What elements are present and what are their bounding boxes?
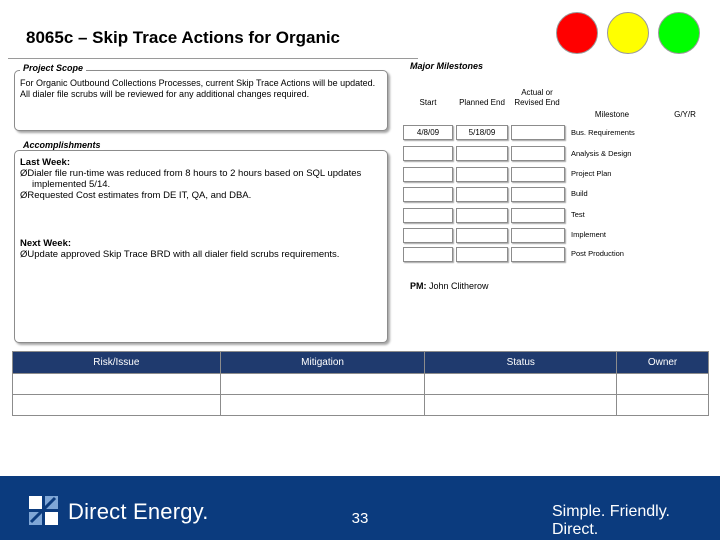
milestone-start-cell bbox=[403, 247, 453, 262]
col-header-milestone: Milestone bbox=[594, 110, 630, 119]
milestone-planned-end-cell bbox=[456, 146, 508, 161]
status-light-green bbox=[658, 12, 700, 54]
milestone-actual-end-cell bbox=[511, 187, 565, 202]
milestone-actual-end-cell bbox=[511, 146, 565, 161]
milestone-planned-end-cell bbox=[456, 187, 508, 202]
pm-label: PM: bbox=[410, 281, 427, 291]
milestone-start-cell bbox=[403, 167, 453, 182]
milestone-actual-end-cell bbox=[511, 247, 565, 262]
table-cell bbox=[13, 374, 221, 395]
milestone-planned-end-cell bbox=[456, 208, 508, 223]
major-milestones-label: Major Milestones bbox=[410, 61, 484, 71]
last-week-item: ØRequested Cost estimates from DE IT, QA, and DBA. bbox=[20, 190, 252, 201]
risk-issue-table bbox=[12, 351, 709, 416]
footer-bar bbox=[0, 476, 720, 540]
project-scope-text: For Organic Outbound Collections Processes, current Skip Trace Actions will be updated. All dialer file scrubs will be reviewed for any additional changes required. bbox=[20, 78, 376, 99]
table-row bbox=[13, 395, 709, 416]
milestone-name: Analysis & Design bbox=[571, 149, 632, 158]
project-manager bbox=[410, 281, 489, 291]
col-header-status: Status bbox=[425, 352, 617, 374]
milestone-planned-end-cell bbox=[456, 167, 508, 182]
last-week-item: ØDialer file run-time was reduced from 8 hours to 2 hours based on SQL updates implemented 5/14. bbox=[20, 168, 362, 190]
table-cell bbox=[617, 374, 709, 395]
page-number: 33 bbox=[351, 510, 369, 527]
milestone-start-cell bbox=[403, 208, 453, 223]
milestone-planned-end-cell: 5/18/09 bbox=[456, 125, 508, 140]
col-header-risk-issue: Risk/Issue bbox=[13, 352, 221, 374]
milestone-name: Build bbox=[571, 189, 588, 198]
table-cell bbox=[425, 395, 617, 416]
logo-text: Direct Energy. bbox=[68, 499, 209, 524]
page-title: 8065c – Skip Trace Actions for Organic bbox=[26, 28, 341, 47]
next-week-label: Next Week: bbox=[20, 238, 72, 249]
title-divider bbox=[8, 58, 418, 59]
accomplishments-label: Accomplishments bbox=[20, 140, 104, 150]
last-week-label: Last Week: bbox=[20, 157, 70, 168]
milestone-actual-end-cell bbox=[511, 228, 565, 243]
col-header-actual-end: Actual or Revised End bbox=[514, 88, 560, 107]
table-cell bbox=[220, 395, 425, 416]
table-cell bbox=[617, 395, 709, 416]
last-week-section bbox=[20, 157, 380, 201]
milestone-start-cell: 4/8/09 bbox=[403, 125, 453, 140]
status-light-yellow bbox=[607, 12, 649, 54]
milestone-start-cell bbox=[403, 228, 453, 243]
milestone-actual-end-cell bbox=[511, 167, 565, 182]
milestone-planned-end-cell bbox=[456, 228, 508, 243]
table-cell bbox=[220, 374, 425, 395]
milestone-name: Project Plan bbox=[571, 169, 612, 178]
col-header-planned-end: Planned End bbox=[459, 98, 505, 107]
project-scope-label: Project Scope bbox=[20, 63, 86, 73]
col-header-mitigation: Mitigation bbox=[220, 352, 425, 374]
pm-name: John Clitherow bbox=[429, 281, 489, 291]
next-week-item: ØUpdate approved Skip Trace BRD with all dialer field scrubs requirements. bbox=[20, 249, 340, 260]
col-header-gyr: G/Y/R bbox=[674, 110, 696, 119]
table-row bbox=[13, 374, 709, 395]
milestone-actual-end-cell bbox=[511, 125, 565, 140]
milestone-name: Test bbox=[571, 210, 585, 219]
milestone-planned-end-cell bbox=[456, 247, 508, 262]
next-week-section bbox=[20, 238, 340, 260]
table-cell bbox=[425, 374, 617, 395]
status-light-red bbox=[556, 12, 598, 54]
tagline: Simple. Friendly. Direct. bbox=[552, 503, 670, 538]
milestone-name: Bus. Requirements bbox=[571, 128, 635, 137]
milestone-actual-end-cell bbox=[511, 208, 565, 223]
col-header-owner: Owner bbox=[617, 352, 709, 374]
table-header-row bbox=[13, 352, 709, 374]
col-header-start: Start bbox=[419, 98, 437, 107]
milestone-name: Post Production bbox=[571, 249, 624, 258]
milestone-start-cell bbox=[403, 187, 453, 202]
milestone-name: Implement bbox=[571, 230, 607, 239]
milestone-start-cell bbox=[403, 146, 453, 161]
table-cell bbox=[13, 395, 221, 416]
